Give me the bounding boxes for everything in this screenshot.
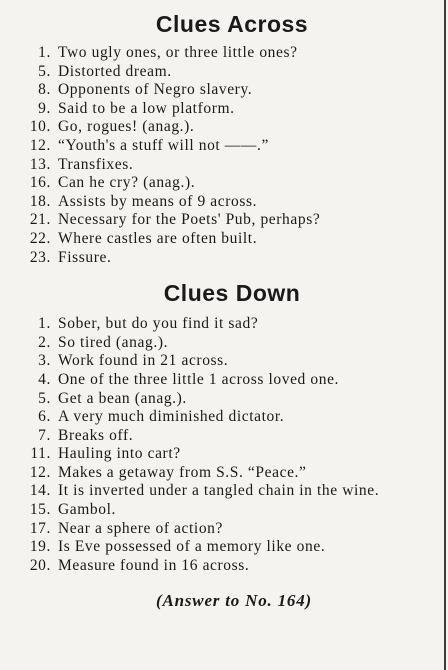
clue-number: 11. bbox=[30, 445, 51, 463]
down-clue bbox=[20, 482, 438, 501]
across-clue bbox=[20, 44, 438, 63]
down-clue bbox=[20, 427, 438, 446]
clue-text: Sober, but do you find it sad? bbox=[58, 315, 259, 333]
clue-number: 21. bbox=[29, 211, 51, 229]
clue-text: Where castles are often built. bbox=[58, 229, 258, 247]
clue-number: 8. bbox=[38, 81, 51, 99]
clues-down-heading: Clues Down bbox=[163, 280, 301, 307]
clue-number: 7. bbox=[38, 426, 51, 444]
clue-text: Assists by means of 9 across. bbox=[58, 192, 258, 210]
answer-reference: (Answer to No. 164) bbox=[156, 591, 312, 611]
across-clue bbox=[20, 137, 438, 156]
clue-number: 6. bbox=[38, 408, 51, 426]
clue-number: 19. bbox=[29, 538, 51, 556]
across-clue bbox=[20, 118, 438, 137]
across-clue bbox=[20, 81, 438, 100]
clue-text: Get a bean (anag.). bbox=[58, 389, 187, 407]
clue-text: Said to be a low platform. bbox=[58, 99, 235, 117]
clue-number: 15. bbox=[29, 501, 51, 519]
clue-text: Necessary for the Poets' Pub, perhaps? bbox=[58, 211, 321, 229]
clue-number: 14. bbox=[29, 482, 51, 500]
down-clue bbox=[20, 464, 438, 483]
clue-number: 3. bbox=[38, 352, 51, 370]
clue-text: It is inverted under a tangled chain in the wine. bbox=[58, 482, 380, 500]
across-clue bbox=[20, 156, 438, 175]
clue-number: 9. bbox=[38, 99, 51, 117]
clue-text: Can he cry? (anag.). bbox=[58, 174, 196, 192]
clue-text: Hauling into cart? bbox=[58, 445, 181, 463]
clue-number: 1. bbox=[38, 315, 51, 333]
across-clue bbox=[20, 174, 438, 193]
down-clue bbox=[20, 445, 438, 464]
clue-text: Makes a getaway from S.S. “Peace.” bbox=[58, 463, 307, 481]
across-clue bbox=[20, 100, 438, 119]
clue-text: Work found in 21 across. bbox=[58, 352, 229, 370]
clue-text: Go, rogues! (anag.). bbox=[58, 118, 195, 136]
down-clue bbox=[20, 538, 438, 557]
clue-text: Distorted dream. bbox=[58, 62, 172, 80]
down-clue bbox=[20, 371, 438, 390]
clues-across-list bbox=[20, 44, 438, 267]
clue-number: 12. bbox=[29, 463, 51, 481]
clue-number: 17. bbox=[29, 519, 51, 537]
clue-number: 2. bbox=[38, 333, 51, 351]
clue-number: 20. bbox=[29, 556, 51, 574]
clues-down-list bbox=[20, 315, 438, 575]
down-clue bbox=[20, 390, 438, 409]
down-clue bbox=[20, 557, 438, 576]
across-clue bbox=[20, 63, 438, 82]
clue-number: 4. bbox=[38, 370, 51, 388]
clue-text: One of the three little 1 across loved one. bbox=[58, 370, 340, 388]
clues-across-heading: Clues Across bbox=[155, 11, 309, 37]
down-clue bbox=[20, 520, 438, 539]
page-edge-rule bbox=[444, 0, 446, 670]
clue-text: So tired (anag.). bbox=[58, 333, 169, 351]
across-clue bbox=[20, 249, 438, 268]
down-clue bbox=[20, 334, 438, 353]
clue-number: 18. bbox=[29, 192, 51, 210]
clue-number: 16. bbox=[29, 174, 51, 192]
across-clue bbox=[20, 193, 438, 212]
clue-text: A very much diminished dictator. bbox=[58, 408, 285, 426]
clue-text: Gambol. bbox=[58, 501, 117, 519]
clue-text: Near a sphere of action? bbox=[58, 519, 224, 537]
clue-text: Two ugly ones, or three little ones? bbox=[58, 44, 298, 61]
clue-number: 23. bbox=[29, 248, 51, 266]
clue-text: Is Eve possessed of a memory like one. bbox=[58, 538, 326, 556]
clue-number: 13. bbox=[29, 155, 51, 173]
clue-number: 22. bbox=[29, 229, 51, 247]
clue-number: 5. bbox=[38, 389, 51, 407]
down-clue bbox=[20, 408, 438, 427]
clue-text: Breaks off. bbox=[58, 426, 134, 444]
down-clue bbox=[20, 315, 438, 334]
clue-text: Transfixes. bbox=[58, 155, 134, 173]
down-clue bbox=[20, 501, 438, 520]
clue-text: Fissure. bbox=[58, 248, 112, 266]
clue-number: 5. bbox=[38, 62, 51, 80]
clue-text: Measure found in 16 across. bbox=[58, 556, 250, 574]
across-clue bbox=[20, 230, 438, 249]
down-clue bbox=[20, 352, 438, 371]
clue-text: Opponents of Negro slavery. bbox=[58, 81, 253, 99]
clue-number: 12. bbox=[29, 136, 51, 154]
clue-number: 1. bbox=[38, 44, 51, 61]
clue-number: 10. bbox=[29, 118, 51, 136]
across-clue bbox=[20, 211, 438, 230]
clue-text: “Youth's a stuff will not ——.” bbox=[58, 136, 269, 154]
